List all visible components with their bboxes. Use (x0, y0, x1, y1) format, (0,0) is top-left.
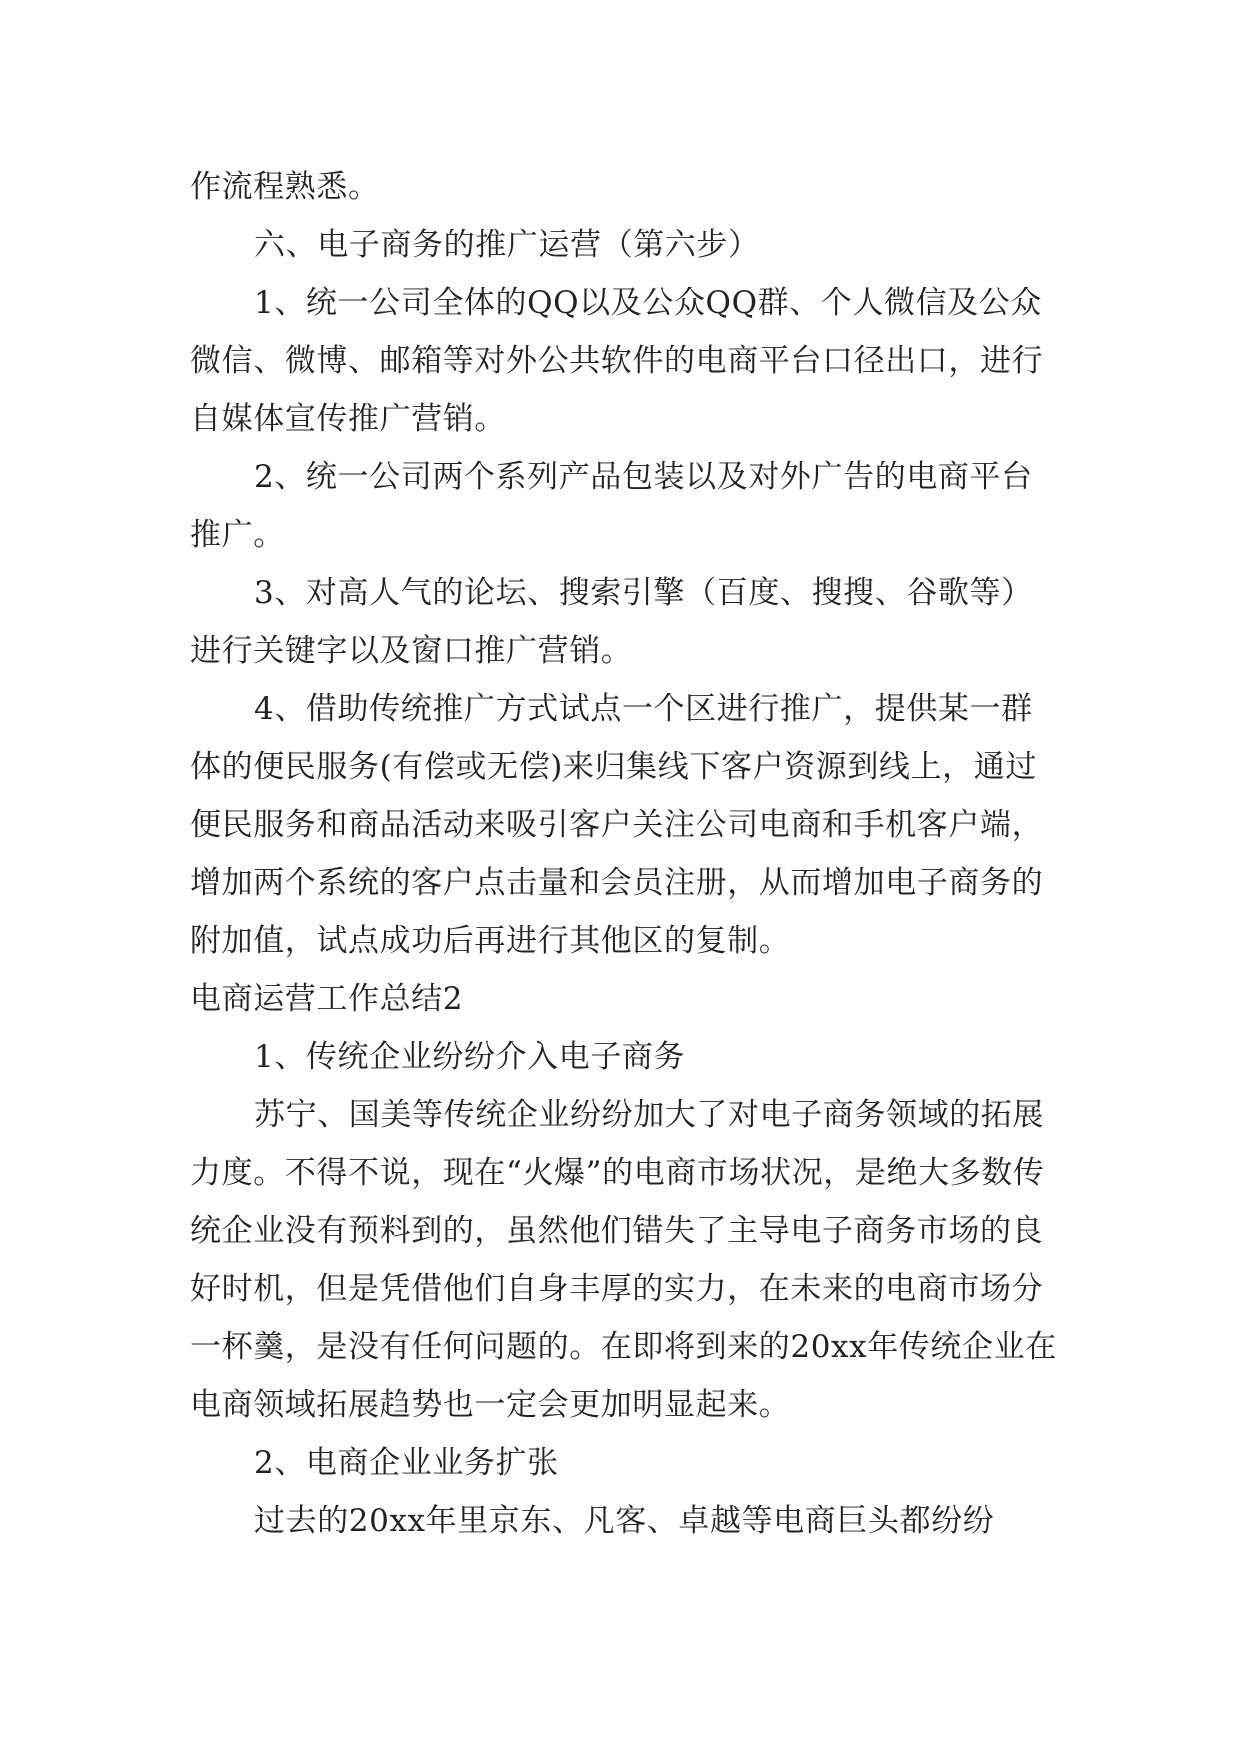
list-item-4: 4、借助传统推广方式试点一个区进行推广，提供某一群体的便民服务(有偿或无偿)来归集线下客户资源到线上，通过便民服务和商品活动来吸引客户关注公司电商和手机客户端，增加两个系统的客户点击量和会员注册，从而增加电子商务的附加值，试点成功后再进行其他区的复制。 (190, 691, 1044, 959)
document-body (190, 158, 1060, 1550)
subheading-traditional-enterprises: 1、传统企业纷纷介入电子商务 (254, 1039, 686, 1075)
paragraph-business-expansion: 过去的20xx年里京东、凡客、卓越等电商巨头都纷纷 (254, 1503, 995, 1539)
subheading-business-expansion: 2、电商企业业务扩张 (254, 1445, 559, 1481)
section-title-summary-2: 电商运营工作总结2 (190, 981, 464, 1017)
section-heading-step-six: 六、电子商务的推广运营（第六步） (254, 227, 760, 263)
list-item-3: 3、对高人气的论坛、搜索引擎（百度、搜搜、谷歌等）进行关键字以及窗口推广营销。 (190, 575, 1033, 669)
paragraph-traditional-enterprises: 苏宁、国美等传统企业纷纷加大了对电子商务领域的拓展力度。不得不说，现在“火爆”的电商市场状况，是绝大多数传统企业没有预料到的，虽然他们错失了主导电子商务市场的良好时机，但是凭借他们自身丰厚的实力，在未来的电商市场分一杯羹，是没有任何问题的。在即将到来的20xx年传统企业在电商领域拓展趋势也一定会更加明显起来。 (190, 1097, 1057, 1423)
list-item-2: 2、统一公司两个系列产品包装以及对外广告的电商平台推广。 (190, 459, 1033, 553)
list-item-1: 1、统一公司全体的QQ以及公众QQ群、个人微信及公众微信、微博、邮箱等对外公共软件的电商平台口径出口，进行自媒体宣传推广营销。 (190, 285, 1044, 437)
paragraph-continuation: 作流程熟悉。 (190, 169, 380, 205)
